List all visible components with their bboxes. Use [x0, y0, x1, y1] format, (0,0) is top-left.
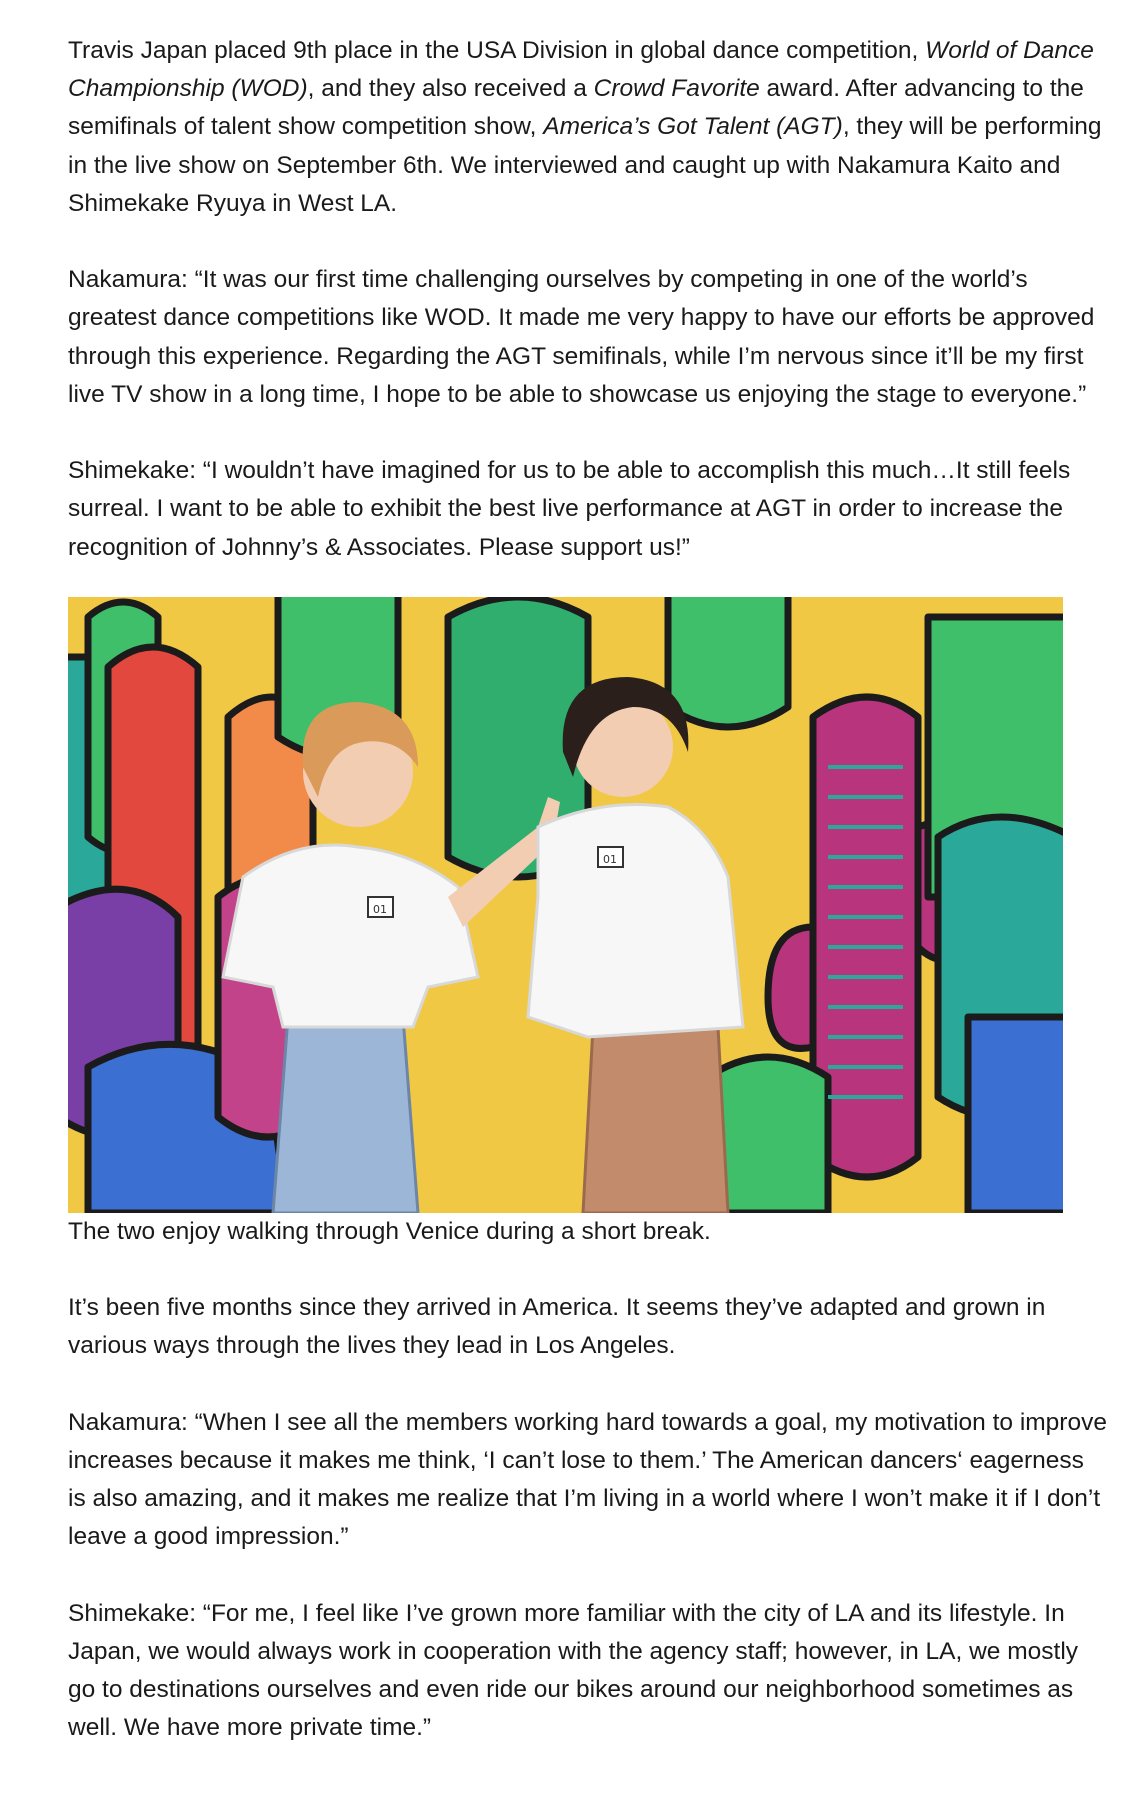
cactus-green-right-top — [668, 597, 788, 727]
cactus-blue-right — [968, 1017, 1063, 1213]
crowd-favorite: Crowd Favorite — [593, 75, 760, 103]
person-left-jeans — [273, 1017, 418, 1213]
shimekake-quote-1: Shimekake: “I wouldn’t have imagined for us to be able to accomplish this much…It still feels surreal. I want to be able to exhibit the best live performance at AGT in order to increase the recognition of Johnny’s & Associates. Please support us!” — [68, 457, 1071, 561]
intro-text-2: , and they also received a — [307, 75, 594, 103]
article-body — [68, 32, 1108, 1748]
intro-paragraph — [68, 32, 1108, 223]
intro-text-4: , they will be performing in the live show on September 6th. We interviewed and caught up with Nakamura Kaito and Shimekake Ryuya in West LA. — [68, 113, 1102, 217]
person-right-pants — [583, 1027, 728, 1213]
nakamura-quote-2: Nakamura: “When I see all the members working hard towards a goal, my motivation to improve increases because it makes me think, ‘I can’t lose to them.’ The American dancers‘ eagerness is also amazing, and it makes me realize that I’m living in a world where I won’t make it if I don’t leave a good impression.” — [68, 1408, 1107, 1551]
intro-text-1: Travis Japan placed 9th place in the USA Division in global dance competition, — [68, 37, 926, 64]
cactus-magenta-arm — [768, 927, 813, 1048]
agt-title: America’s Got Talent (AGT) — [543, 113, 843, 141]
photo-caption: The two enjoy walking through Venice during a short break. — [68, 1217, 711, 1245]
mural-photo — [68, 597, 1063, 1213]
intro-text-3: award. After advancing to the semifinals of talent show competition show, — [68, 75, 1084, 141]
wod-title: World of Dance Championship (WOD) — [68, 37, 1094, 103]
body-paragraph-1: It’s been five months since they arrived in America. It seems they’ve adapted and grown in various ways through the lives they lead in Los Angeles. — [68, 1294, 1046, 1360]
person-right-logo-text: 01 — [603, 852, 617, 866]
nakamura-quote-1: Nakamura: “It was our first time challenging ourselves by competing in one of the world’s greatest dance competitions like WOD. It made me very happy to have our efforts be approved through this experience. Regarding the AGT semifinals, while I’m nervous since it’ll be my first live TV show in a long time, I hope to be able to showcase us enjoying the stage to everyone.” — [68, 266, 1095, 408]
shimekake-quote-2: Shimekake: “For me, I feel like I’ve grown more familiar with the city of LA and its lifestyle. In Japan, we would always work in cooperation with the agency staff; however, in LA, we mostly go to destinations ourselves and even ride our bikes around our neighborhood sometimes as well. We have more private time.” — [68, 1599, 1079, 1742]
person-left-logo-text: 01 — [373, 902, 387, 916]
